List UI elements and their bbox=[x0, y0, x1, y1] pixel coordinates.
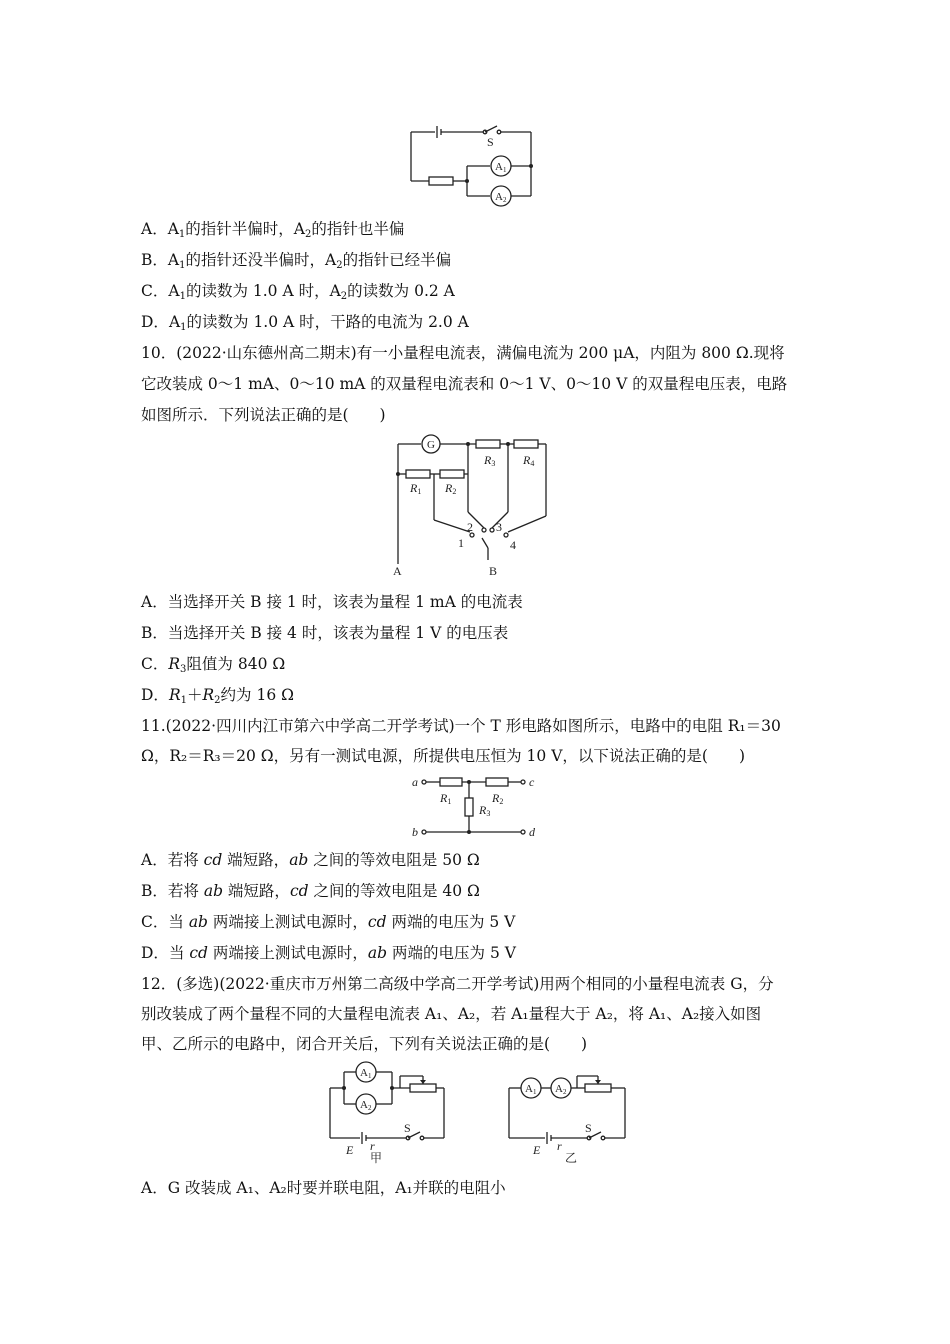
q10-option-d: D．$R_1+R_2$约为 16 Ω bbox=[141, 686, 294, 706]
svg-text:甲: 甲 bbox=[370, 1151, 383, 1165]
q10-option-b: B．当选择开关 B 接 4 时，该表为量程 1 V 的电压表 bbox=[141, 624, 509, 642]
svg-text:R3: R3 bbox=[479, 803, 491, 818]
figure-q11-t-circuit bbox=[410, 774, 545, 840]
q10-stem-line-1: 10．(2022·山东德州高二期末)有一小量程电流表，满偏电流为 200 μA，内阻为 800 Ω.现将 bbox=[141, 344, 785, 362]
figure-q12-yi-circuit bbox=[505, 1060, 630, 1165]
svg-text:B: B bbox=[489, 564, 498, 578]
svg-text:R3: R3 bbox=[484, 453, 496, 468]
svg-text:A: A bbox=[393, 564, 402, 578]
q9-option-a: A．$A_1$的指针半偏时，$A_2$的指针也半偏 bbox=[141, 220, 405, 240]
svg-text:4: 4 bbox=[510, 538, 516, 552]
svg-text:G: G bbox=[427, 439, 435, 451]
q12-stem-line-1: 12．(多选)(2022·重庆市万州第二高级中学高二开学考试)用两个相同的小量程电流表 G，分 bbox=[141, 975, 774, 993]
q9-option-b: B．$A_1$的指针还没半偏时，$A_2$的指针已经半偏 bbox=[141, 251, 452, 271]
svg-text:E: E bbox=[533, 1143, 541, 1157]
svg-text:E: E bbox=[346, 1143, 354, 1157]
svg-text:R2: R2 bbox=[492, 791, 504, 806]
q12-stem-line-2: 别改装成了两个量程不同的大量程电流表 A₁、A₂，若 A₁量程大于 A₂，将 A₁、A₂接入如图 bbox=[141, 1005, 762, 1023]
figure-q10-multimeter-circuit bbox=[388, 432, 558, 580]
svg-text:A1: A1 bbox=[525, 1083, 537, 1096]
svg-text:r: r bbox=[370, 1139, 375, 1153]
svg-text:3: 3 bbox=[496, 520, 502, 534]
svg-text:2: 2 bbox=[467, 520, 473, 534]
q9-option-c: C．$A_1$的读数为 1.0 A 时，$A_2$的读数为 0.2 A bbox=[141, 282, 455, 302]
q11-option-c: C．当 ab 两端接上测试电源时，cd 两端的电压为 5 V bbox=[141, 913, 516, 931]
svg-text:d: d bbox=[529, 825, 535, 839]
q10-stem-line-3: 如图所示．下列说法正确的是( ) bbox=[141, 406, 386, 424]
svg-text:c: c bbox=[529, 775, 535, 789]
q11-option-b: B．若将 ab 端短路，cd 之间的等效电阻是 40 Ω bbox=[141, 882, 480, 900]
svg-text:A2: A2 bbox=[555, 1083, 567, 1096]
q10-option-c: C．$R_3$阻值为 840 Ω bbox=[141, 655, 286, 675]
q10-option-a: A．当选择开关 B 接 1 时，该表为量程 1 mA 的电流表 bbox=[141, 593, 523, 611]
q11-stem-line-2: Ω，R₂＝R₃＝20 Ω，另有一测试电源，所提供电压恒为 10 V，以下说法正确的是( ) bbox=[141, 747, 745, 765]
svg-text:1: 1 bbox=[458, 536, 464, 550]
q11-stem-line-1: 11.(2022·四川内江市第六中学高二开学考试)一个 T 形电路如图所示，电路中的电阻 R₁＝30 bbox=[141, 717, 781, 735]
svg-text:S: S bbox=[585, 1121, 592, 1135]
q12-stem-line-3: 甲、乙所示的电路中，闭合开关后，下列有关说法正确的是( ) bbox=[141, 1035, 588, 1053]
svg-text:R1: R1 bbox=[440, 791, 452, 806]
svg-text:r: r bbox=[557, 1139, 562, 1153]
svg-text:S: S bbox=[404, 1121, 411, 1135]
svg-text:b: b bbox=[412, 825, 418, 839]
figure-q12-jia-circuit bbox=[326, 1060, 451, 1165]
svg-text:乙: 乙 bbox=[565, 1151, 578, 1165]
figure-q9-circuit bbox=[405, 126, 545, 211]
q12-option-a: A．G 改装成 A₁、A₂时要并联电阻，A₁并联的电阻小 bbox=[141, 1179, 506, 1197]
svg-text:A2: A2 bbox=[360, 1099, 372, 1112]
svg-text:a: a bbox=[412, 775, 418, 789]
svg-text:A1: A1 bbox=[360, 1067, 372, 1080]
svg-text:R2: R2 bbox=[445, 481, 457, 496]
svg-text:R1: R1 bbox=[410, 481, 422, 496]
svg-text:A1: A1 bbox=[495, 161, 507, 174]
q9-option-d: D．$A_1$的读数为 1.0 A 时，干路的电流为 2.0 A bbox=[141, 313, 469, 333]
svg-text:R4: R4 bbox=[523, 453, 535, 468]
svg-text:A2: A2 bbox=[495, 191, 507, 204]
q11-option-d: D．当 cd 两端接上测试电源时，ab 两端的电压为 5 V bbox=[141, 944, 516, 962]
q11-option-a: A．若将 cd 端短路，ab 之间的等效电阻是 50 Ω bbox=[141, 851, 480, 869]
q10-stem-line-2: 它改装成 0～1 mA、0～10 mA 的双量程电流表和 0～1 V、0～10 V 的双量程电压表，电路 bbox=[141, 375, 788, 393]
q9-switch-label: S bbox=[487, 135, 494, 149]
